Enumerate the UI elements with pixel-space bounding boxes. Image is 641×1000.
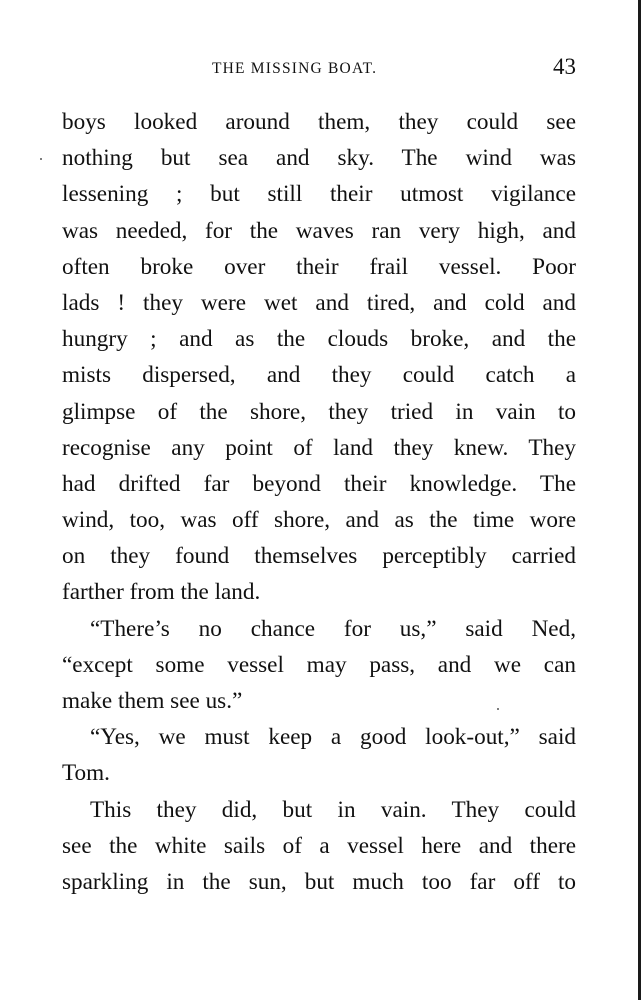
page-number: 43 bbox=[553, 54, 576, 79]
text-line: wind, too, was off shore, and as the time wore bbox=[62, 507, 576, 534]
print-speck bbox=[40, 158, 42, 160]
text-line: make them see us.” bbox=[62, 688, 243, 714]
text-line: sparkling in the sun, but much too far off to bbox=[62, 868, 576, 895]
text-line: hungry ; and as the clouds broke, and the bbox=[62, 326, 576, 353]
text-line: “Yes, we must keep a good look-out,” said bbox=[90, 724, 576, 751]
print-speck bbox=[497, 708, 499, 710]
page-header bbox=[62, 56, 574, 86]
text-line: had drifted far beyond their knowledge. The bbox=[62, 470, 576, 497]
text-line: farther from the land. bbox=[62, 579, 261, 606]
text-line: boys looked around them, they could see bbox=[62, 109, 576, 135]
body-text bbox=[62, 104, 576, 900]
text-line: This they did, but in vain. They could bbox=[90, 796, 576, 823]
text-line: lads ! they were wet and tired, and cold and bbox=[62, 289, 576, 316]
text-line: Tom. bbox=[62, 760, 110, 787]
text-line: lessening ; but still their utmost vigilance bbox=[62, 181, 576, 208]
running-head: THE MISSING BOAT. bbox=[212, 60, 378, 77]
text-line: nothing but sea and sky. The wind was bbox=[62, 145, 576, 172]
text-line: recognise any point of land they knew. They bbox=[62, 434, 576, 461]
text-line: mists dispersed, and they could catch a bbox=[62, 362, 576, 389]
text-line: often broke over their frail vessel. Poor bbox=[62, 253, 576, 280]
text-line: was needed, for the waves ran very high, and bbox=[62, 217, 576, 244]
text-line: “except some vessel may pass, and we can bbox=[62, 651, 576, 678]
text-line: “There’s no chance for us,” said Ned, bbox=[90, 615, 576, 642]
text-line: on they found themselves perceptibly carried bbox=[62, 543, 576, 570]
text-line: glimpse of the shore, they tried in vain to bbox=[62, 398, 576, 425]
text-line: see the white sails of a vessel here and there bbox=[62, 832, 576, 859]
